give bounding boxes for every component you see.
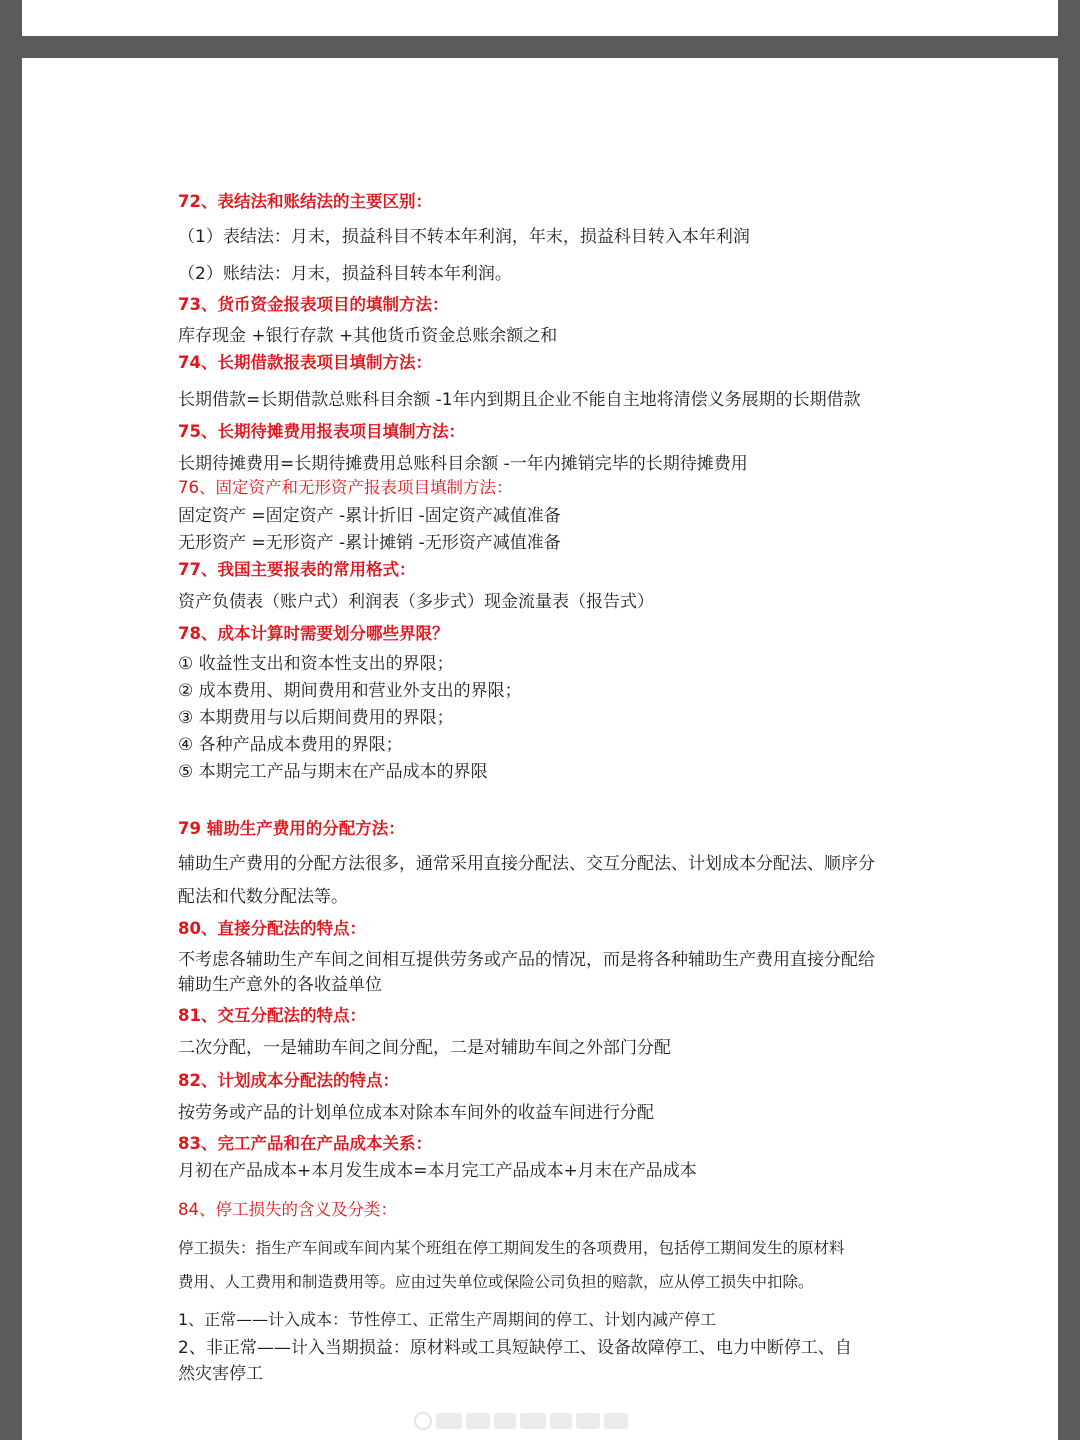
text-80-a: 不考虑各辅助生产车间之间相互提供劳务或产品的情况，而是将各种辅助生产费用直接分配给 (178, 950, 875, 970)
heading-77: 77、我国主要报表的常用格式： (178, 560, 416, 579)
heading-84: 84、停工损失的含义及分类： (178, 1200, 397, 1219)
heading-75: 75、长期待摊费用报表项目填制方法： (178, 422, 465, 441)
text-75: 长期待摊费用=长期待摊费用总账科目余额 -一年内摊销完毕的长期待摊费用 (178, 454, 748, 474)
text-78-c: ③ 本期费用与以后期间费用的界限； (178, 708, 454, 728)
text-78-b: ② 成本费用、期间费用和营业外支出的界限； (178, 681, 522, 701)
text-76-a: 固定资产 =固定资产 -累计折旧 -固定资产减值准备 (178, 506, 561, 526)
watermark-bar (520, 1413, 546, 1429)
text-78-d: ④ 各种产品成本费用的界限； (178, 735, 403, 755)
heading-79: 79 辅助生产费用的分配方法： (178, 819, 405, 838)
previous-page-edge (22, 0, 1058, 36)
text-78-a: ① 收益性支出和资本性支出的界限； (178, 654, 454, 674)
text-84-e: 然灾害停工 (178, 1364, 263, 1384)
heading-72: 72、表结法和账结法的主要区别： (178, 192, 432, 211)
watermark-bar (466, 1413, 490, 1429)
heading-83: 83、完工产品和在产品成本关系： (178, 1134, 432, 1153)
text-81: 二次分配，一是辅助车间之间分配，二是对辅助车间之外部门分配 (178, 1038, 671, 1058)
text-80-b: 辅助生产意外的各收益单位 (178, 975, 382, 995)
text-79-b: 配法和代数分配法等。 (178, 887, 348, 907)
text-72-b: （2）账结法：月末，损益科目转本年利润。 (178, 264, 512, 284)
watermark-bar (550, 1413, 572, 1429)
text-78-e: ⑤ 本期完工产品与期末在产品成本的界限 (178, 762, 488, 782)
watermark-bar (576, 1413, 600, 1429)
heading-81: 81、交互分配法的特点： (178, 1006, 366, 1025)
watermark-graphic (414, 1408, 666, 1434)
text-84-b: 费用、人工费用和制造费用等。应由过失单位或保险公司负担的赔款，应从停工损失中扣除。 (178, 1273, 814, 1291)
text-77: 资产负债表（账户式）利润表（多步式）现金流量表（报告式） (178, 592, 654, 612)
text-74: 长期借款=长期借款总账科目余额 -1年内到期且企业不能自主地将清偿义务展期的长期借款 (178, 390, 861, 410)
watermark-bar (436, 1413, 462, 1429)
watermark-bar (604, 1413, 628, 1429)
text-72-a: （1）表结法：月末，损益科目不转本年利润，年末，损益科目转入本年利润 (178, 227, 750, 247)
heading-76: 76、固定资产和无形资产报表项目填制方法： (178, 478, 513, 497)
text-83: 月初在产品成本+本月发生成本=本月完工产品成本+月末在产品成本 (178, 1161, 697, 1181)
text-82: 按劳务或产品的计划单位成本对除本车间外的收益车间进行分配 (178, 1103, 654, 1123)
watermark-bar (494, 1413, 516, 1429)
text-84-a: 停工损失：指生产车间或车间内某个班组在停工期间发生的各项费用，包括停工期间发生的原材料 (178, 1239, 845, 1257)
text-84-d: 2、非正常——计入当期损益：原材料或工具短缺停工、设备故障停工、电力中断停工、自 (178, 1338, 852, 1358)
heading-82: 82、计划成本分配法的特点： (178, 1071, 399, 1090)
heading-78: 78、成本计算时需要划分哪些界限？ (178, 624, 449, 643)
text-84-c: 1、正常——计入成本：节性停工、正常生产周期间的停工、计划内减产停工 (178, 1310, 717, 1329)
heading-74: 74、长期借款报表项目填制方法： (178, 353, 432, 372)
text-76-b: 无形资产 =无形资产 -累计摊销 -无形资产减值准备 (178, 533, 561, 553)
watermark-circle-icon (414, 1412, 432, 1430)
heading-73: 73、货币资金报表项目的填制方法： (178, 295, 449, 314)
heading-80: 80、直接分配法的特点： (178, 919, 366, 938)
text-73: 库存现金 +银行存款 +其他货币资金总账余额之和 (178, 326, 558, 346)
text-79-a: 辅助生产费用的分配方法很多，通常采用直接分配法、交互分配法、计划成本分配法、顺序分 (178, 854, 875, 874)
